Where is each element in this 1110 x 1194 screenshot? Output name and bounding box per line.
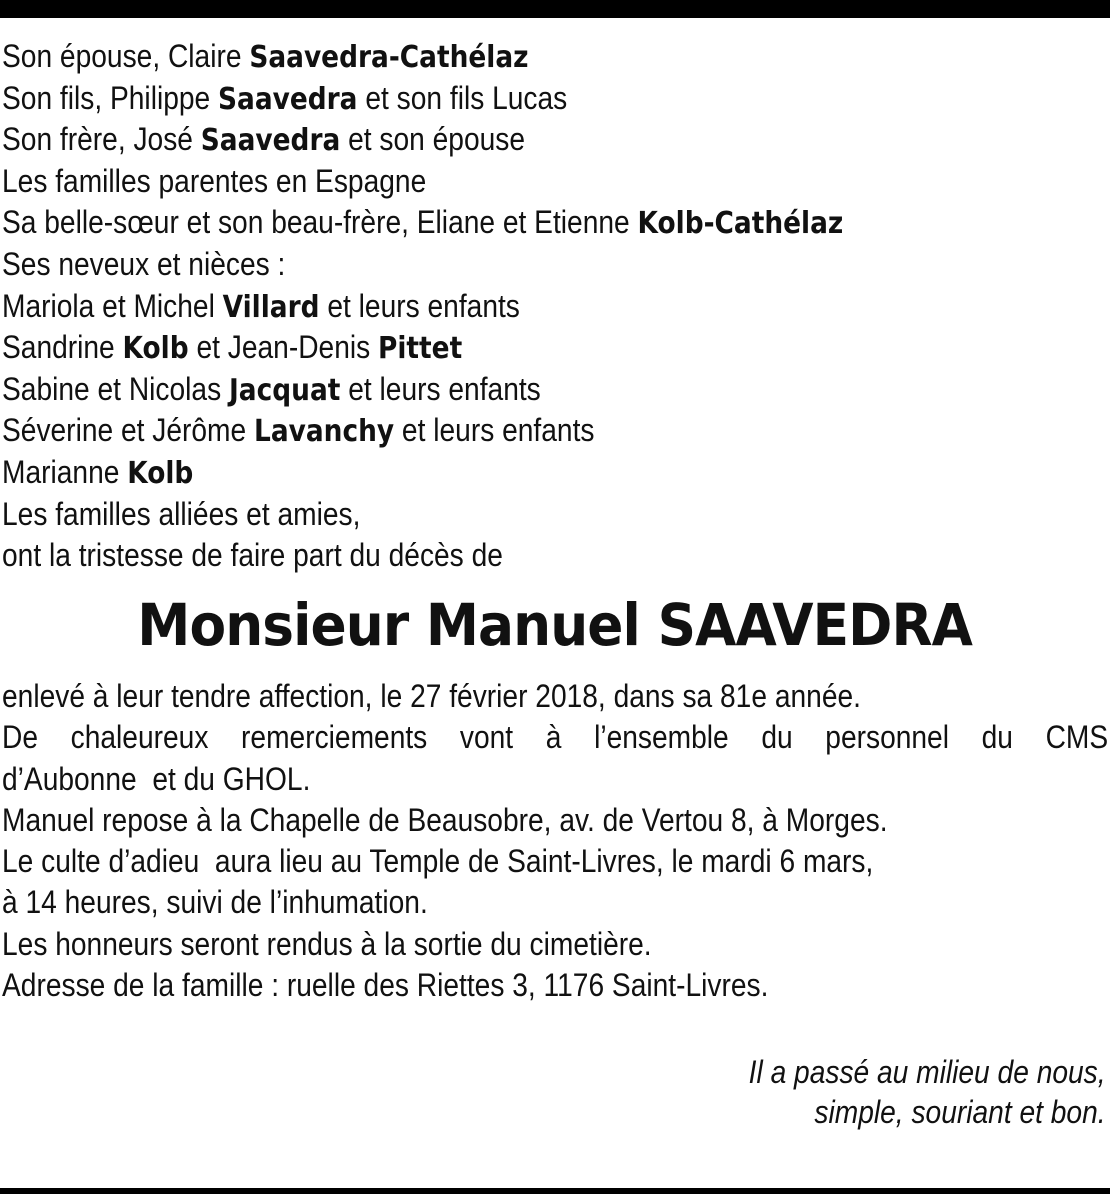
closing-quote (700, 1052, 1106, 1132)
body-line: Les honneurs seront rendus à la sortie du cimetière. (2, 925, 652, 962)
thanks-line: De chaleureux remerciements vont à l’ensemble du personnel du CMS (2, 719, 1109, 756)
body-line: enlevé à leur tendre affection, le 27 février 2018, dans sa 81e année. (2, 678, 861, 714)
family-line: Sandrine Kolb et Jean-Denis Pittet (2, 329, 463, 367)
family-line: Séverine et Jérôme Lavanchy et leurs enfants (2, 412, 595, 450)
family-line: Ses neveux et nièces : (2, 245, 286, 282)
family-line: Son fils, Philippe Saavedra et son fils Lucas (2, 79, 568, 117)
quote-line: simple, souriant et bon. (814, 1094, 1106, 1130)
body-line: à 14 heures, suivi de l’inhumation. (2, 884, 428, 921)
bottom-border (0, 1188, 1110, 1194)
body-line: Adresse de la famille : ruelle des Riettes 3, 1176 Saint-Livres. (2, 967, 769, 1004)
notice-body (2, 676, 1108, 1006)
family-line: Sa belle-sœur et son beau-frère, Eliane et Etienne Kolb-Cathélaz (2, 204, 844, 242)
family-line: Son frère, José Saavedra et son épouse (2, 121, 526, 159)
body-line: Manuel repose à la Chapelle de Beausobre, av. de Vertou 8, à Morges. (2, 801, 888, 838)
body-line: d’Aubonne et du GHOL. (2, 760, 311, 797)
family-line: ont la tristesse de faire part du décès de (2, 537, 503, 574)
family-list (2, 36, 970, 577)
family-line: Marianne Kolb (2, 453, 194, 491)
family-line: Les familles parentes en Espagne (2, 162, 427, 199)
family-line: Son épouse, Claire Saavedra-Cathélaz (2, 38, 529, 75)
family-line: Mariola et Michel Villard et leurs enfants (2, 287, 520, 325)
family-line: Les familles alliées et amies, (2, 495, 361, 532)
quote-line: Il a passé au milieu de nous, (749, 1054, 1106, 1090)
deceased-name: Monsieur Manuel SAAVEDRA (137, 591, 973, 659)
top-border (0, 0, 1110, 18)
body-line: Le culte d’adieu aura lieu au Temple de Saint-Livres, le mardi 6 mars, (2, 843, 874, 880)
family-line: Sabine et Nicolas Jacquat et leurs enfants (2, 370, 541, 408)
